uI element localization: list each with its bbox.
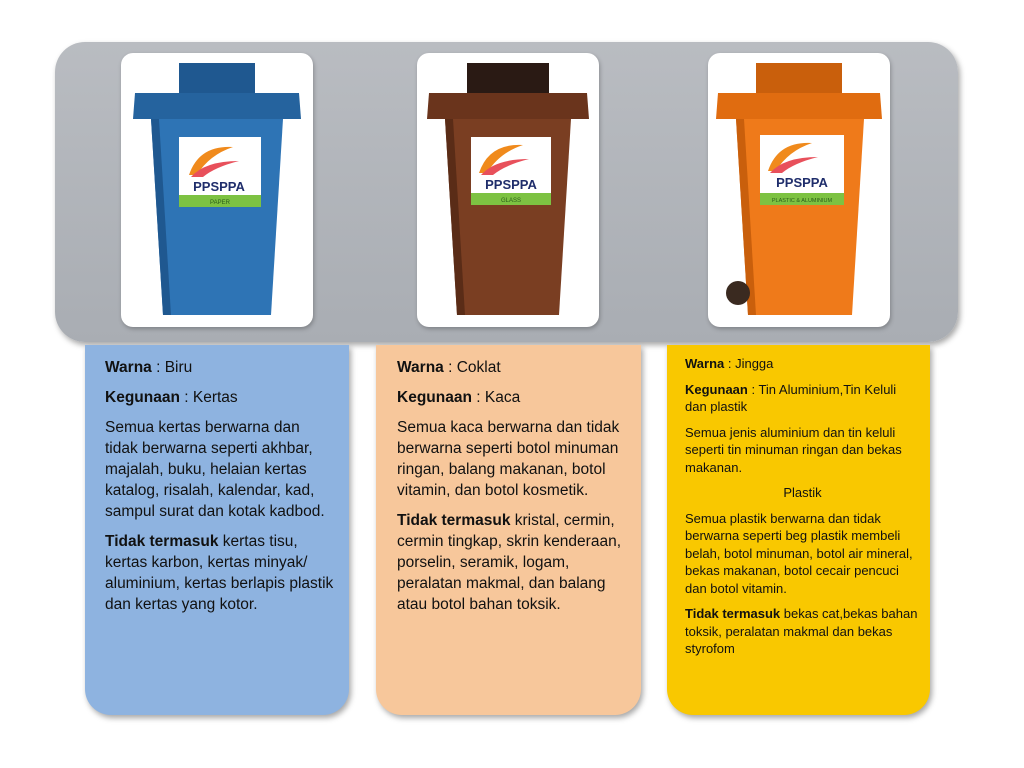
exclusion-line (685, 605, 920, 658)
bin-sub-label: PLASTIC & ALUMINIUM (771, 198, 833, 204)
color-key: Warna (685, 356, 725, 371)
exclusion-value: bekas cat,bekas bahan toksik, peralatan makmal dan bekas styrofom (685, 606, 918, 656)
color-line (105, 357, 335, 378)
color-key: Warna (397, 359, 444, 376)
color-value: : Coklat (443, 359, 501, 376)
use-key: Kegunaan (397, 389, 472, 406)
use-value: : Kaca (471, 389, 521, 406)
plastic-aluminium-info-card (667, 345, 930, 715)
glass-info-card (376, 345, 641, 715)
use-line (685, 381, 920, 416)
use-value: : Kertas (179, 389, 238, 406)
color-value: : Jingga (724, 356, 774, 371)
color-key: Warna (105, 359, 152, 376)
bin-sub-label: PAPER (210, 200, 230, 206)
bin-sub-label: GLASS (500, 198, 522, 204)
use-key: Kegunaan (685, 381, 748, 397)
exclusion-key: Tidak termasuk (685, 606, 781, 621)
use-value: : Tin Aluminium,Tin Keluli dan plastik (685, 381, 897, 414)
exclusion-key: Tidak termasuk (105, 533, 219, 550)
plastik-heading: Plastik (783, 485, 822, 500)
brown-bin-icon (417, 53, 599, 327)
use-line (105, 387, 335, 408)
brown-bin-image (417, 53, 599, 327)
exclusion-line (105, 531, 335, 615)
use-key: Kegunaan (105, 389, 180, 406)
bin-label: PPSPPA (485, 177, 537, 192)
exclusion-key: Tidak termasuk (397, 512, 511, 529)
bin-label: PPSPPA (193, 179, 245, 194)
color-line (685, 355, 920, 373)
blue-bin-icon (121, 53, 313, 327)
description: Semua kaca berwarna dan tidak berwarna seperti botol minuman ringan, balang makanan, botol vitamin, dan botol kosmetik. (397, 419, 620, 499)
orange-bin-icon (708, 53, 890, 327)
exclusion-line (397, 510, 627, 615)
use-line (397, 387, 627, 408)
exclusion-value: kertas tisu, kertas karbon, kertas minyak/ aluminium, kertas berlapis plastik dan kertas yang kotor. (105, 533, 334, 613)
blue-bin-image (121, 53, 313, 327)
plastik-description: Semua plastik berwarna dan tidak berwarna seperti beg plastik membeli belah, botol minuman, botol air mineral, bekas makanan, botol cecair pencuci dan botol vitamin. (685, 510, 913, 596)
orange-bin-image (708, 53, 890, 327)
paper-info-card (85, 345, 349, 715)
bin-label: PPSPPA (776, 175, 828, 190)
exclusion-value: kristal, cermin, cermin tingkap, skrin kenderaan, porselin, seramik, logam, peralatan makmal, dan balang atau botol bahan toksik. (397, 512, 622, 613)
description: Semua kertas berwarna dan tidak berwarna seperti akhbar, majalah, buku, helaian kertas katalog, risalah, kalendar, kad, sampul surat dan kotak kadbod. (105, 419, 325, 520)
color-value: : Biru (151, 359, 193, 376)
color-line (397, 357, 627, 378)
description: Semua jenis aluminium dan tin keluli seperti tin minuman ringan dan bekas makanan. (685, 424, 902, 475)
